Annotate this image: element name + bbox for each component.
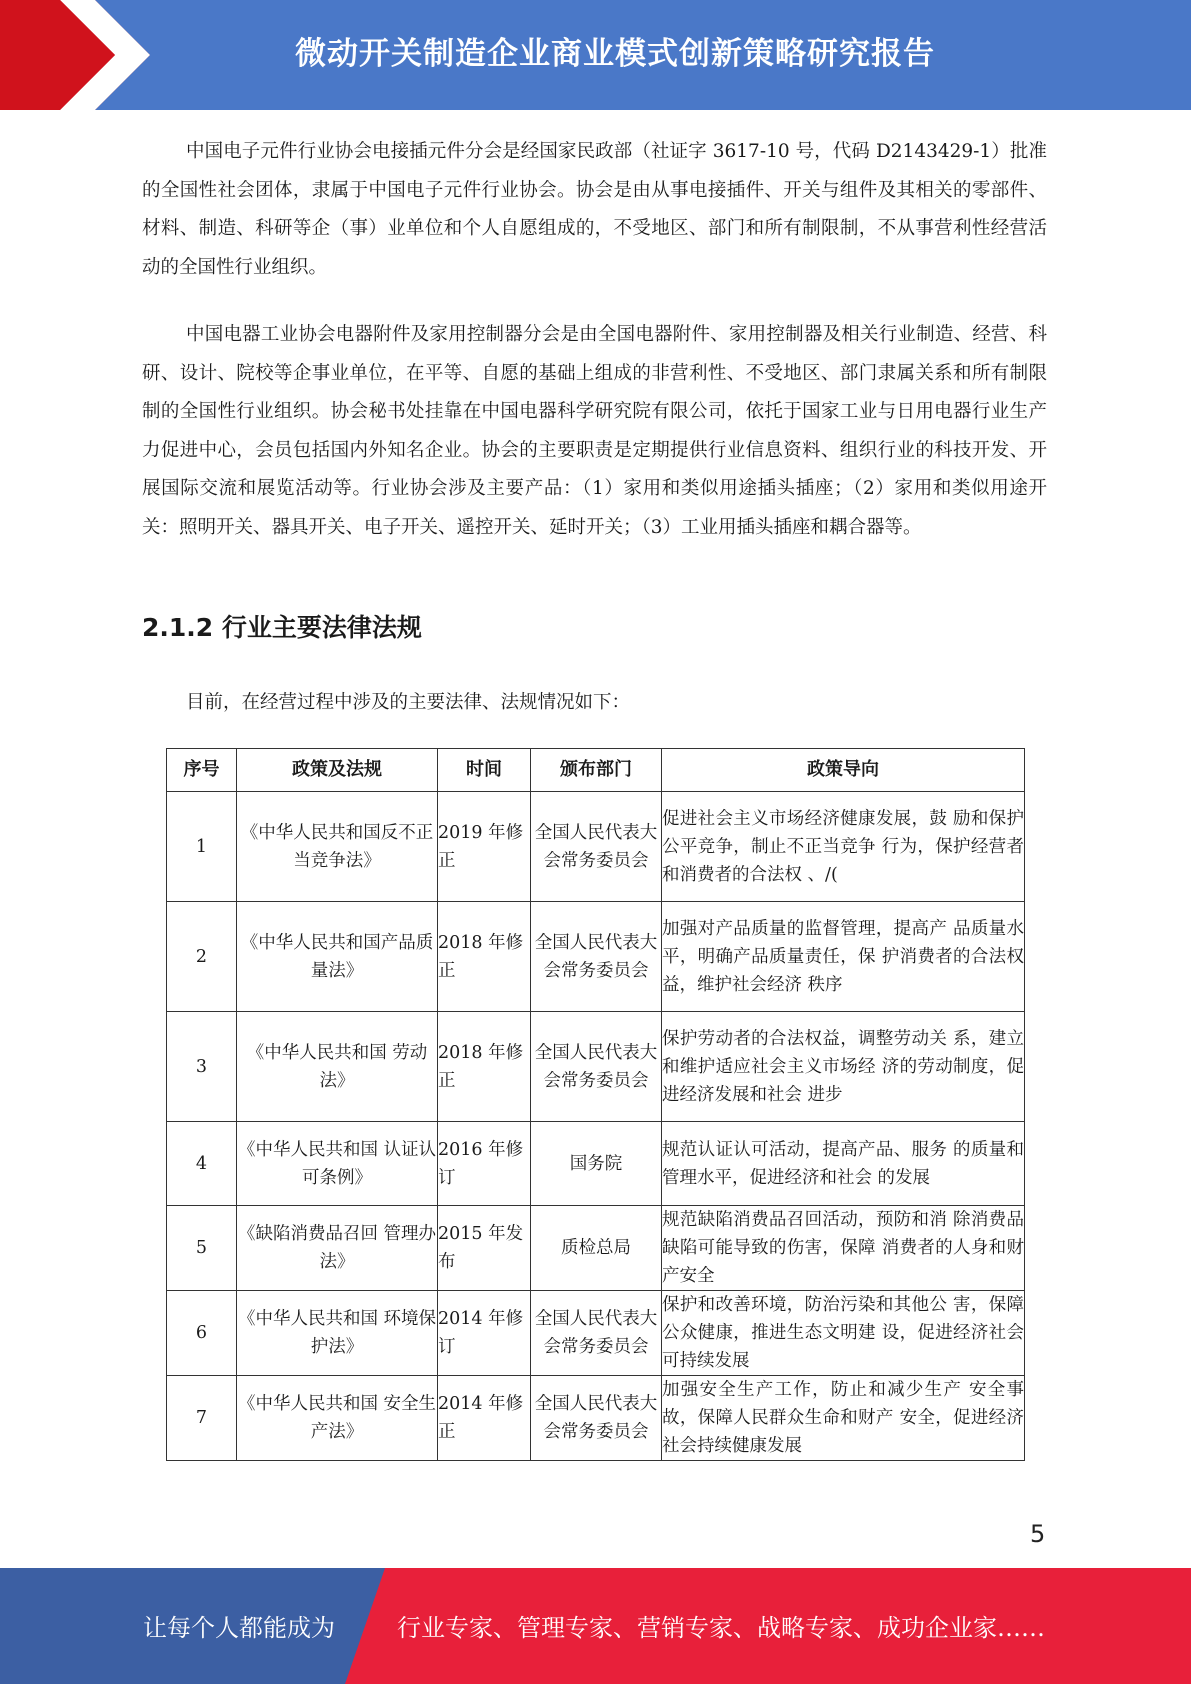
row-direction: 规范缺陷消费品召回活动，预防和消 除消费品缺陷可能导致的伤害，保障 消费者的人身和财产安全: [662, 1206, 1025, 1291]
table-row: [167, 1012, 1025, 1122]
table-row: [167, 792, 1025, 902]
row-policy: 《中华人民共和国 认证认可条例》: [237, 1122, 438, 1206]
row-no: 5: [167, 1206, 237, 1291]
row-direction: 促进社会主义市场经济健康发展，鼓 励和保护公平竞争，制止不正当竞争 行为，保护经营者和消费者的合法权 、/(: [662, 792, 1025, 902]
table-row: [167, 1122, 1025, 1206]
paragraph-electronic-components-association: 中国电子元件行业协会电接插元件分会是经国家民政部（社证字 3617-10 号，代码 D2143429-1）批准的全国性社会团体，隶属于中国电子元件行业协会。协会是由从事电接插件、开关与组件及其相关的零部件、材料、制造、科研等企（事）业单位和个人自愿组成的，不受地区、部门和所有制限制，不从事营利性经营活动的全国性行业组织。: [142, 141, 1047, 278]
row-policy: 《中华人民共和国 安全生产法》: [237, 1376, 438, 1461]
laws-table: [166, 748, 1025, 1461]
row-time: 2019 年修正: [438, 792, 531, 902]
row-dept: 国务院: [531, 1122, 662, 1206]
row-dept: 质检总局: [531, 1206, 662, 1291]
paragraph-electrical-accessories-association: 中国电器工业协会电器附件及家用控制器分会是由全国电器附件、家用控制器及相关行业制造、经营、科研、设计、院校等企事业单位，在平等、自愿的基础上组成的非营利性、不受地区、部门隶属关系和所有制限制的全国性行业组织。协会秘书处挂靠在中国电器科学研究院有限公司，依托于国家工业与日用电器行业生产力促进中心，会员包括国内外知名企业。协会的主要职责是定期提供行业信息资料、组织行业的科技开发、开展国际交流和展览活动等。行业协会涉及主要产品：（1）家用和类似用途插头插座；（2）家用和类似用途开关：照明开关、器具开关、电子开关、遥控开关、延时开关；（3）工业用插头插座和耦合器等。: [142, 324, 1047, 538]
row-policy: 《缺陷消费品召回 管理办法》: [237, 1206, 438, 1291]
row-time: 2018 年修正: [438, 902, 531, 1012]
header-dept: 颁布部门: [531, 749, 662, 792]
row-direction: 规范认证认可活动，提高产品、服务 的质量和管理水平，促进经济和社会 的发展: [662, 1122, 1025, 1206]
page-header: [0, 0, 1191, 110]
table-row: [167, 1206, 1025, 1291]
row-dept: 全国人民代表大会常务委员会: [531, 792, 662, 902]
page-footer: [0, 1568, 1191, 1684]
header-policy: 政策及法规: [237, 749, 438, 792]
header-no: 序号: [167, 749, 237, 792]
table-row: [167, 1376, 1025, 1461]
row-no: 4: [167, 1122, 237, 1206]
row-policy: 《中华人民共和国 劳动法》: [237, 1012, 438, 1122]
row-direction: 保护劳动者的合法权益，调整劳动关 系，建立和维护适应社会主义市场经 济的劳动制度，促进经济发展和社会 进步: [662, 1012, 1025, 1122]
footer-slogan-left: 让每个人都能成为: [143, 1614, 335, 1642]
row-no: 2: [167, 902, 237, 1012]
row-dept: 全国人民代表大会常务委员会: [531, 1012, 662, 1122]
row-time: 2014 年修订: [438, 1291, 531, 1376]
row-dept: 全国人民代表大会常务委员会: [531, 1291, 662, 1376]
row-no: 1: [167, 792, 237, 902]
row-policy: 《中华人民共和国反不正当竞争法》: [237, 792, 438, 902]
row-time: 2014 年修正: [438, 1376, 531, 1461]
table-row: [167, 902, 1025, 1012]
row-direction: 加强对产品质量的监督管理，提高产 品质量水平，明确产品质量责任，保 护消费者的合法权益，维护社会经济 秩序: [662, 902, 1025, 1012]
row-time: 2018 年修正: [438, 1012, 531, 1122]
row-no: 3: [167, 1012, 237, 1122]
row-direction: 加强安全生产工作，防止和减少生产 安全事故，保障人民群众生命和财产 安全，促进经济社会持续健康发展: [662, 1376, 1025, 1461]
row-dept: 全国人民代表大会常务委员会: [531, 1376, 662, 1461]
row-time: 2015 年发布: [438, 1206, 531, 1291]
report-title: 微动开关制造企业商业模式创新策略研究报告: [295, 36, 935, 72]
row-policy: 《中华人民共和国 环境保护法》: [237, 1291, 438, 1376]
footer-slogan-right: 行业专家、管理专家、营销专家、战略专家、成功企业家……: [397, 1614, 1045, 1642]
row-time: 2016 年修订: [438, 1122, 531, 1206]
header-time: 时间: [438, 749, 531, 792]
row-policy: 《中华人民共和国产品质量法》: [237, 902, 438, 1012]
table-row: [167, 1291, 1025, 1376]
row-direction: 保护和改善环境，防治污染和其他公 害，保障公众健康，推进生态文明建 设，促进经济社会可持续发展: [662, 1291, 1025, 1376]
header-direction: 政策导向: [662, 749, 1025, 792]
row-dept: 全国人民代表大会常务委员会: [531, 902, 662, 1012]
page-number: 5: [1030, 1520, 1046, 1548]
row-no: 7: [167, 1376, 237, 1461]
section-intro: 目前，在经营过程中涉及的主要法律、法规情况如下：: [186, 692, 631, 713]
row-no: 6: [167, 1291, 237, 1376]
table-header-row: [167, 749, 1025, 792]
section-heading: 2.1.2 行业主要法律法规: [142, 613, 422, 642]
